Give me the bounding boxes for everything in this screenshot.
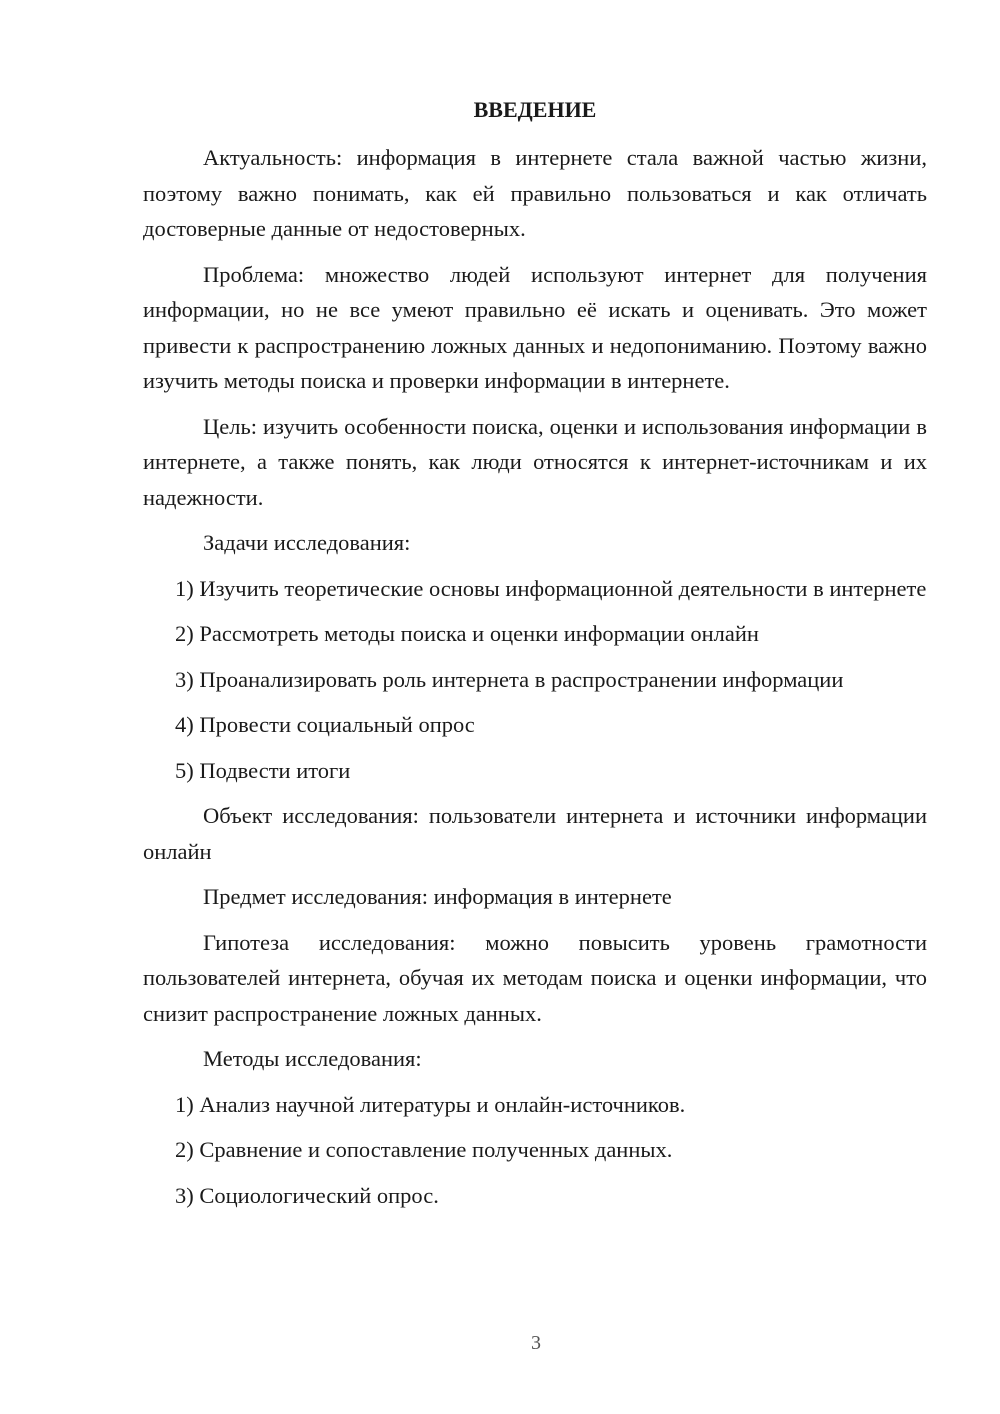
page-number: 3: [531, 1332, 541, 1354]
methods-heading: Методы исследования:: [203, 1046, 422, 1071]
task-item-2: 2) Рассмотреть методы поиска и оценки информации онлайн: [175, 621, 759, 646]
problem-paragraph: Проблема: множество людей используют интернет для получения информации, но не все умеют правильно её искать и оценивать. Это может привести к распространению ложных данных и недопониманию. Поэтому важно изучить методы поиска и проверки информации в интернете.: [143, 261, 927, 393]
task-item-4: 4) Провести социальный опрос: [175, 712, 475, 737]
task-item-3: 3) Проанализировать роль интернета в распространении информации: [175, 666, 844, 692]
document-page: [143, 90, 927, 1223]
method-item-1: 1) Анализ научной литературы и онлайн-источников.: [175, 1091, 686, 1117]
subject-paragraph: Предмет исследования: информация в интернете: [203, 884, 672, 909]
method-item-3: 3) Социологический опрос.: [175, 1182, 439, 1208]
goal-paragraph: Цель: изучить особенности поиска, оценки и использования информации в интернете, а также понять, как люди относятся к интернет-источникам и их надежности.: [143, 413, 927, 510]
relevance-paragraph: Актуальность: информация в интернете стала важной частью жизни, поэтому важно понимать, как ей правильно пользоваться и как отличать достоверные данные от недостоверных.: [143, 145, 927, 241]
tasks-heading: Задачи исследования:: [203, 530, 411, 555]
hypothesis-paragraph: Гипотеза исследования: можно повысить уровень грамотности пользователей интернета, обучая их методам поиска и оценки информации, что снизит распространение ложных данных.: [143, 929, 927, 1026]
task-item-1: 1) Изучить теоретические основы информационной деятельности в интернете: [175, 575, 927, 601]
section-title: ВВЕДЕНИЕ: [473, 97, 597, 122]
method-item-2: 2) Сравнение и сопоставление полученных данных.: [175, 1137, 673, 1162]
task-item-5: 5) Подвести итоги: [175, 757, 351, 783]
object-paragraph: Объект исследования: пользователи интернета и источники информации онлайн: [143, 803, 927, 864]
